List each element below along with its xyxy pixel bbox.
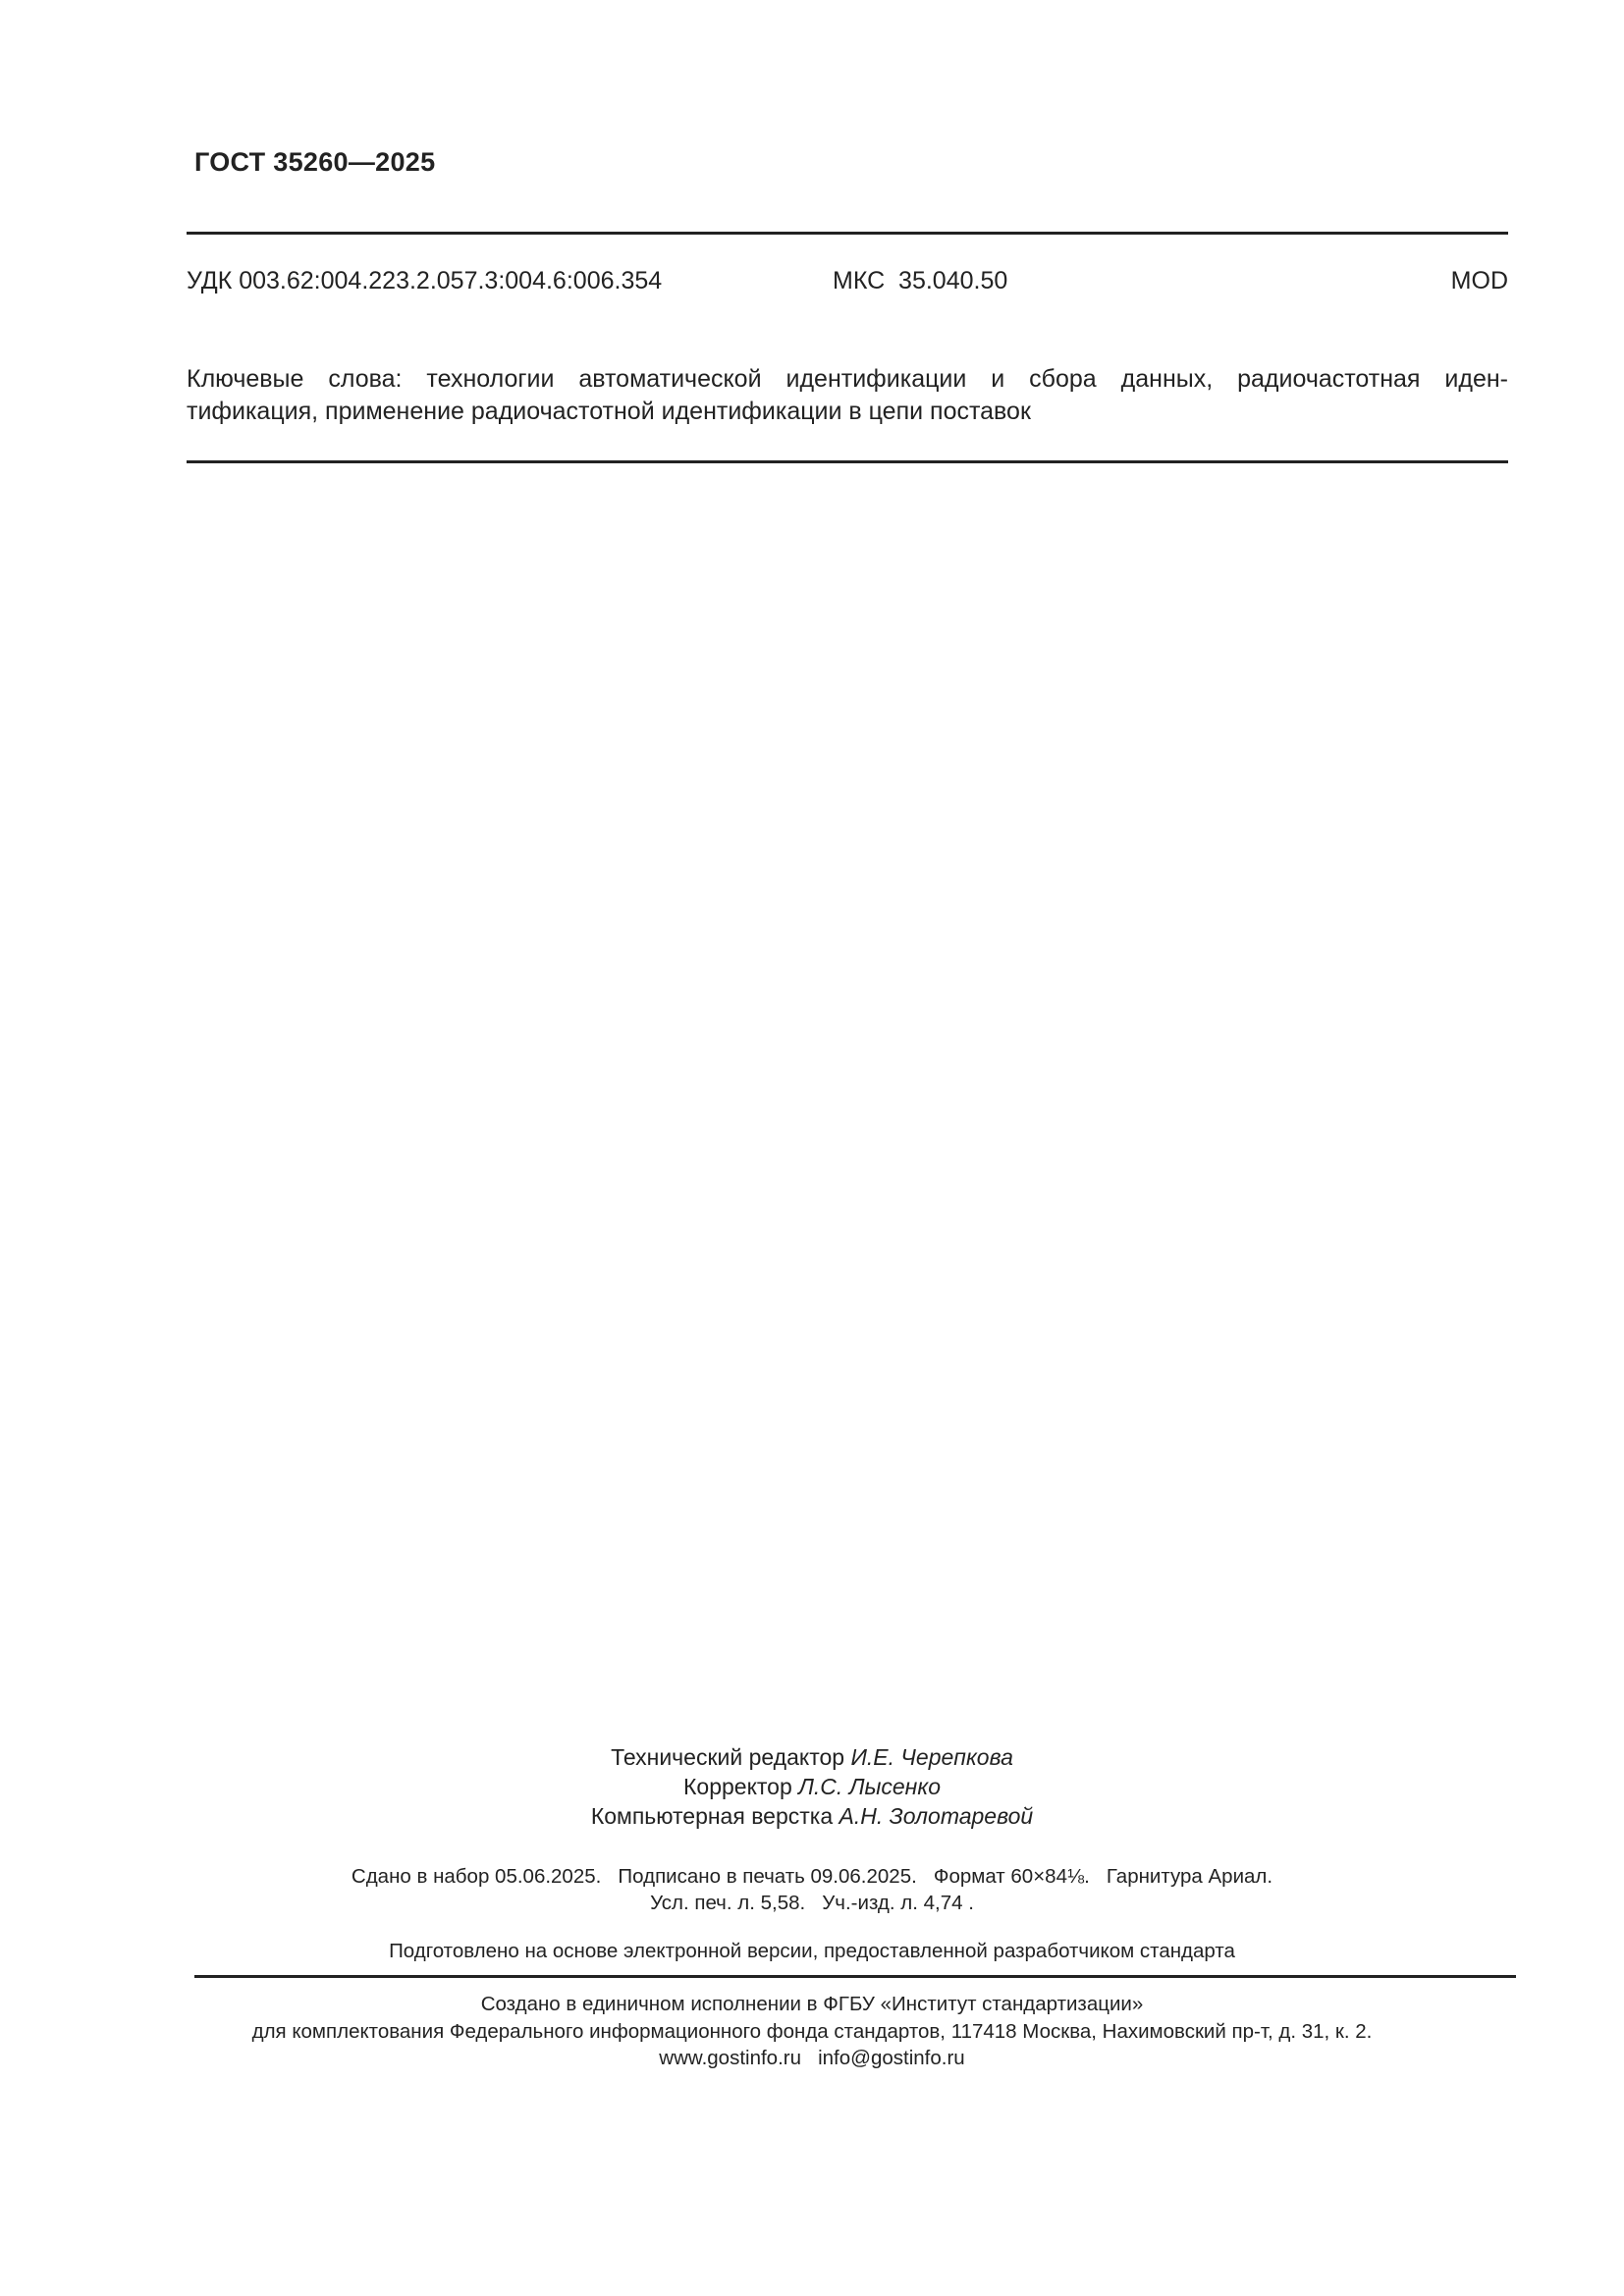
- top-divider: [187, 232, 1508, 235]
- publisher-line-2: для комплектования Федерального информационного фонда стандартов, 117418 Москва, Нахимовский пр-т, д. 31, к. 2.: [251, 2019, 1373, 2043]
- keywords-divider: [187, 460, 1508, 463]
- corrector-name: Л.С. Лысенко: [798, 1774, 941, 1799]
- credits-block: [0, 1742, 1624, 1831]
- publisher-contacts: [0, 2045, 1624, 2072]
- layout-artist-name: А.Н. Золотаревой: [839, 1803, 1034, 1829]
- keywords-line-2: тификация, применение радиочастотной идентификации в цепи поставок: [187, 398, 1031, 425]
- email-link[interactable]: info@gostinfo.ru: [818, 2047, 965, 2069]
- website-link[interactable]: www.gostinfo.ru: [659, 2047, 801, 2069]
- imprint-block: [0, 1863, 1624, 1916]
- publisher-line-1: Создано в единичном исполнении в ФГБУ «Институт стандартизации»: [480, 1993, 1144, 2015]
- standard-title: ГОСТ 35260—2025: [194, 147, 436, 177]
- corrector: Корректор Л.С. Лысенко: [683, 1774, 941, 1799]
- keywords: [187, 363, 1508, 428]
- mod-label: MOD: [1450, 267, 1508, 294]
- tech-editor-name: И.Е. Черепкова: [850, 1744, 1013, 1770]
- imprint-line-1: Сдано в набор 05.06.2025. Подписано в печать 09.06.2025. Формат 60×84⅛. Гарнитура Ариал.: [351, 1865, 1273, 1888]
- publisher-block: [0, 1991, 1624, 2072]
- imprint-line-2: Усл. печ. л. 5,58. Уч.-изд. л. 4,74 .: [650, 1892, 974, 1914]
- prepared-note: Подготовлено на основе электронной версии, предоставленной разработчиком стандарта: [389, 1940, 1235, 1962]
- publisher-divider: [194, 1975, 1516, 1978]
- mks-code: МКС 35.040.50: [833, 267, 1008, 294]
- udk-code: УДК 003.62:004.223.2.057.3:004.6:006.354: [187, 267, 663, 294]
- layout-artist: Компьютерная верстка А.Н. Золотаревой: [590, 1803, 1034, 1829]
- keywords-line-1: Ключевые слова: технологии автоматической идентификации и сбора данных, радиочастотная иден-: [187, 365, 1508, 393]
- tech-editor: Технический редактор И.Е. Черепкова: [611, 1744, 1013, 1770]
